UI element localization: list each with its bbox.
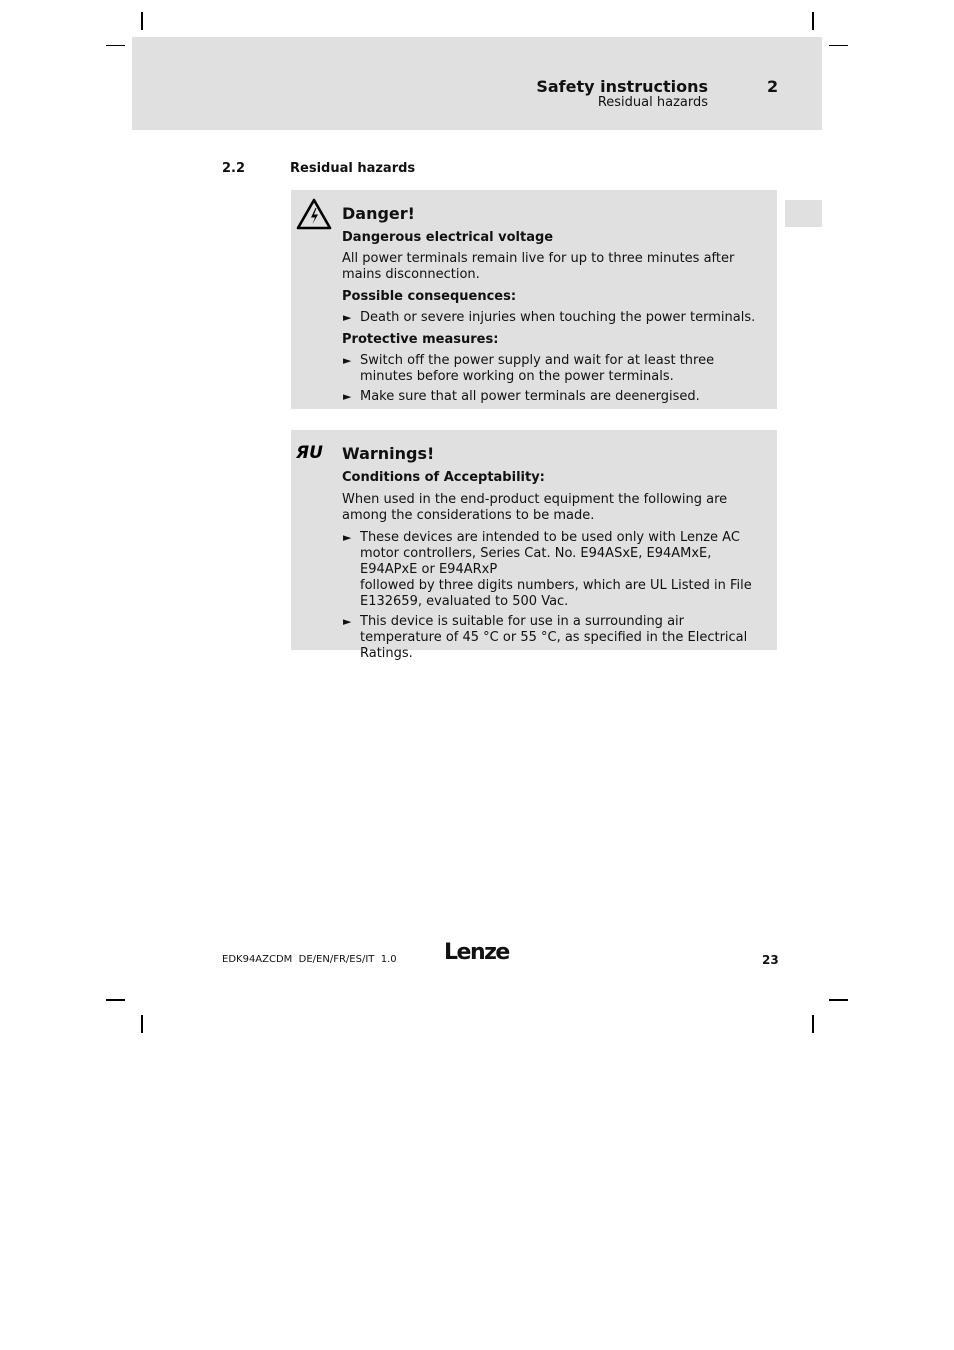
danger-title: Danger!	[342, 204, 415, 223]
warnings-title: Warnings!	[342, 444, 435, 463]
header-subtitle: Residual hazards	[597, 95, 708, 110]
crop-mark	[812, 12, 814, 30]
condition-item	[342, 530, 767, 610]
crop-mark	[829, 999, 848, 1001]
condition-text: These devices are intended to be used only with Lenze AC motor controllers, Series Cat. No. E94ASxE, E94AMxE, E94APxE or E94ARxP	[360, 530, 740, 577]
document-id: EDK94AZCDM DE/EN/FR/ES/IT 1.0	[222, 954, 397, 965]
warnings-box	[291, 430, 777, 661]
section-title: Residual hazards	[290, 161, 416, 176]
conditions-heading: Conditions of Acceptability:	[342, 470, 545, 485]
bullet-arrow-icon: ►	[343, 354, 352, 367]
crop-mark	[106, 999, 125, 1001]
page-header	[132, 37, 822, 130]
measures-heading: Protective measures:	[342, 332, 499, 347]
page-number: 23	[762, 953, 779, 967]
header-title: Safety instructions	[536, 77, 708, 96]
bullet-arrow-icon: ►	[343, 390, 352, 403]
measure-item	[342, 389, 767, 405]
crop-mark	[141, 1015, 143, 1033]
bullet-arrow-icon: ►	[343, 531, 352, 544]
crop-mark	[106, 45, 125, 46]
hazard-name: Dangerous electrical voltage	[342, 230, 554, 245]
measure-text: Make sure that all power terminals are deenergised.	[360, 389, 700, 404]
lenze-logo: Lenze	[444, 940, 509, 965]
condition-text: This device is suitable for use in a surrounding air temperature of 45 °C or 55 °C, as specified in the Electrical Ratings.	[360, 614, 748, 661]
hazard-description: All power terminals remain live for up to three minutes after mains disconnection.	[342, 251, 735, 282]
measure-item	[342, 353, 767, 385]
condition-text: followed by three digits numbers, which are UL Listed in File E132659, evaluated to 500 Vac.	[360, 578, 752, 609]
ul-mark-icon	[296, 442, 324, 466]
crop-mark	[141, 12, 143, 30]
section-number: 2.2	[222, 161, 246, 176]
svg-text:ЯU: ЯU	[296, 443, 323, 462]
danger-box	[291, 190, 777, 409]
crop-mark	[812, 1015, 814, 1033]
measure-text: Switch off the power supply and wait for at least three minutes before working on the power terminals.	[360, 353, 715, 384]
bullet-arrow-icon: ►	[343, 615, 352, 628]
chapter-tab	[785, 200, 822, 227]
consequences-heading: Possible consequences:	[342, 289, 517, 304]
consequence-item	[342, 310, 767, 326]
electrical-hazard-icon	[296, 198, 332, 234]
conditions-intro: When used in the end-product equipment the following are among the considerations to be made.	[342, 492, 728, 523]
consequence-text: Death or severe injuries when touching the power terminals.	[360, 310, 756, 325]
chapter-number: 2	[767, 77, 779, 96]
condition-item	[342, 614, 767, 662]
bullet-arrow-icon: ►	[343, 311, 352, 324]
crop-mark	[829, 45, 848, 46]
